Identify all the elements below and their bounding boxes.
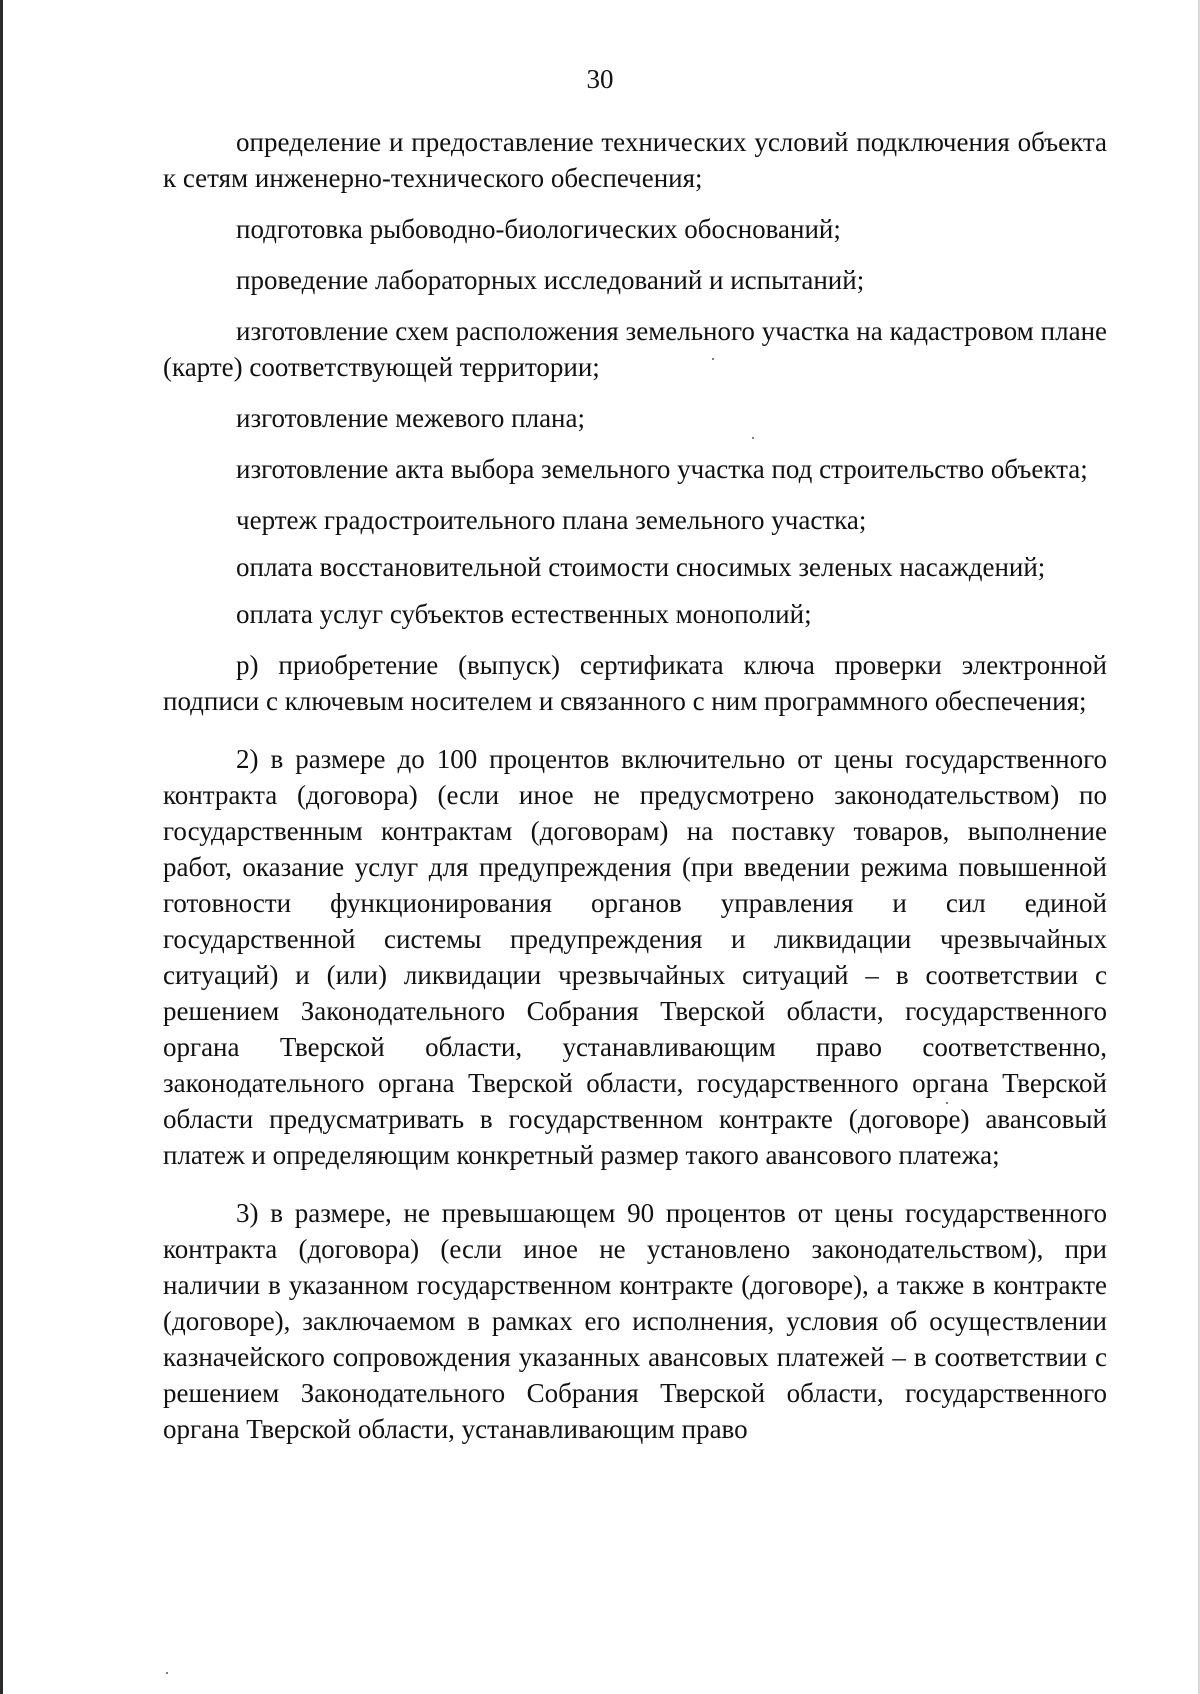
paragraph-item-3: 3) в размере, не превышающем 90 процентов от цены государственного контракта (договора) (если иное не установлено законодательством), при наличии в указанном государственном контракте (договоре), а также в контракте (договоре), заключаемом в рамках его исполнения, условия об осуществлении казначейского сопровождения указанных авансовых платежей – в соответствии с решением Законодательного Собрания Тверской области, государственного органа Тверской области, устанавливающим право <box>163 1198 1107 1444</box>
scan-speck <box>166 1672 168 1674</box>
scan-speck <box>712 358 714 360</box>
paragraph-technical-conditions: определение и предоставление технических условий подключения объекта к сетям инженерно-технического обеспечения; <box>163 127 1107 193</box>
paragraph-lab-research: проведение лабораторных исследований и испытаний; <box>236 265 865 295</box>
page-number: 30 <box>586 64 614 94</box>
paragraph-boundary-plan: изготовление межевого плана; <box>236 403 585 433</box>
scan-speck <box>752 437 754 439</box>
paragraph-urban-plan-drawing: чертеж градостроительного плана земельного участка; <box>236 505 867 535</box>
paragraph-monopolies: оплата услуг субъектов естественных монополий; <box>236 599 812 629</box>
paragraph-land-scheme: изготовление схем расположения земельного участка на кадастровом плане (карте) соответствующей территории; <box>163 316 1107 382</box>
scan-edge-left <box>0 0 3 1694</box>
paragraph-green-plantings: оплата восстановительной стоимости сносимых зеленых насаждений; <box>236 552 1046 582</box>
paragraph-signature-certificate: р) приобретение (выпуск) сертификата ключа проверки электронной подписи с ключевым носителем и связанного с ним программного обеспечения; <box>163 650 1107 716</box>
paragraph-fish-biology: подготовка рыбоводно-биологических обоснований; <box>236 214 841 244</box>
paragraph-site-selection-act: изготовление акта выбора земельного участка под строительство объекта; <box>236 454 1088 484</box>
paragraph-item-2: 2) в размере до 100 процентов включительно от цены государственного контракта (договора) (если иное не предусмотрено законодательством) по государственным контрактам (договорам) на поставку товаров, выполнение работ, оказание услуг для предупреждения (при введении режима повышенной готовности функционирования органов управления и сил единой государственной системы предупреждения и ликвидации чрезвычайных ситуаций) и (или) ликвидации чрезвычайных ситуаций – в соответствии с решением Законодательного Собрания Тверской области, государственного органа Тверской области, устанавливающим право соответственно, законодательного органа Тверской области, государственного органа Тверской области предусматривать в государственном контракте (договоре) авансовый платеж и определяющим конкретный размер такого авансового платежа; <box>163 744 1107 1170</box>
document-body <box>163 124 1107 1447</box>
scan-speck <box>946 1102 948 1104</box>
